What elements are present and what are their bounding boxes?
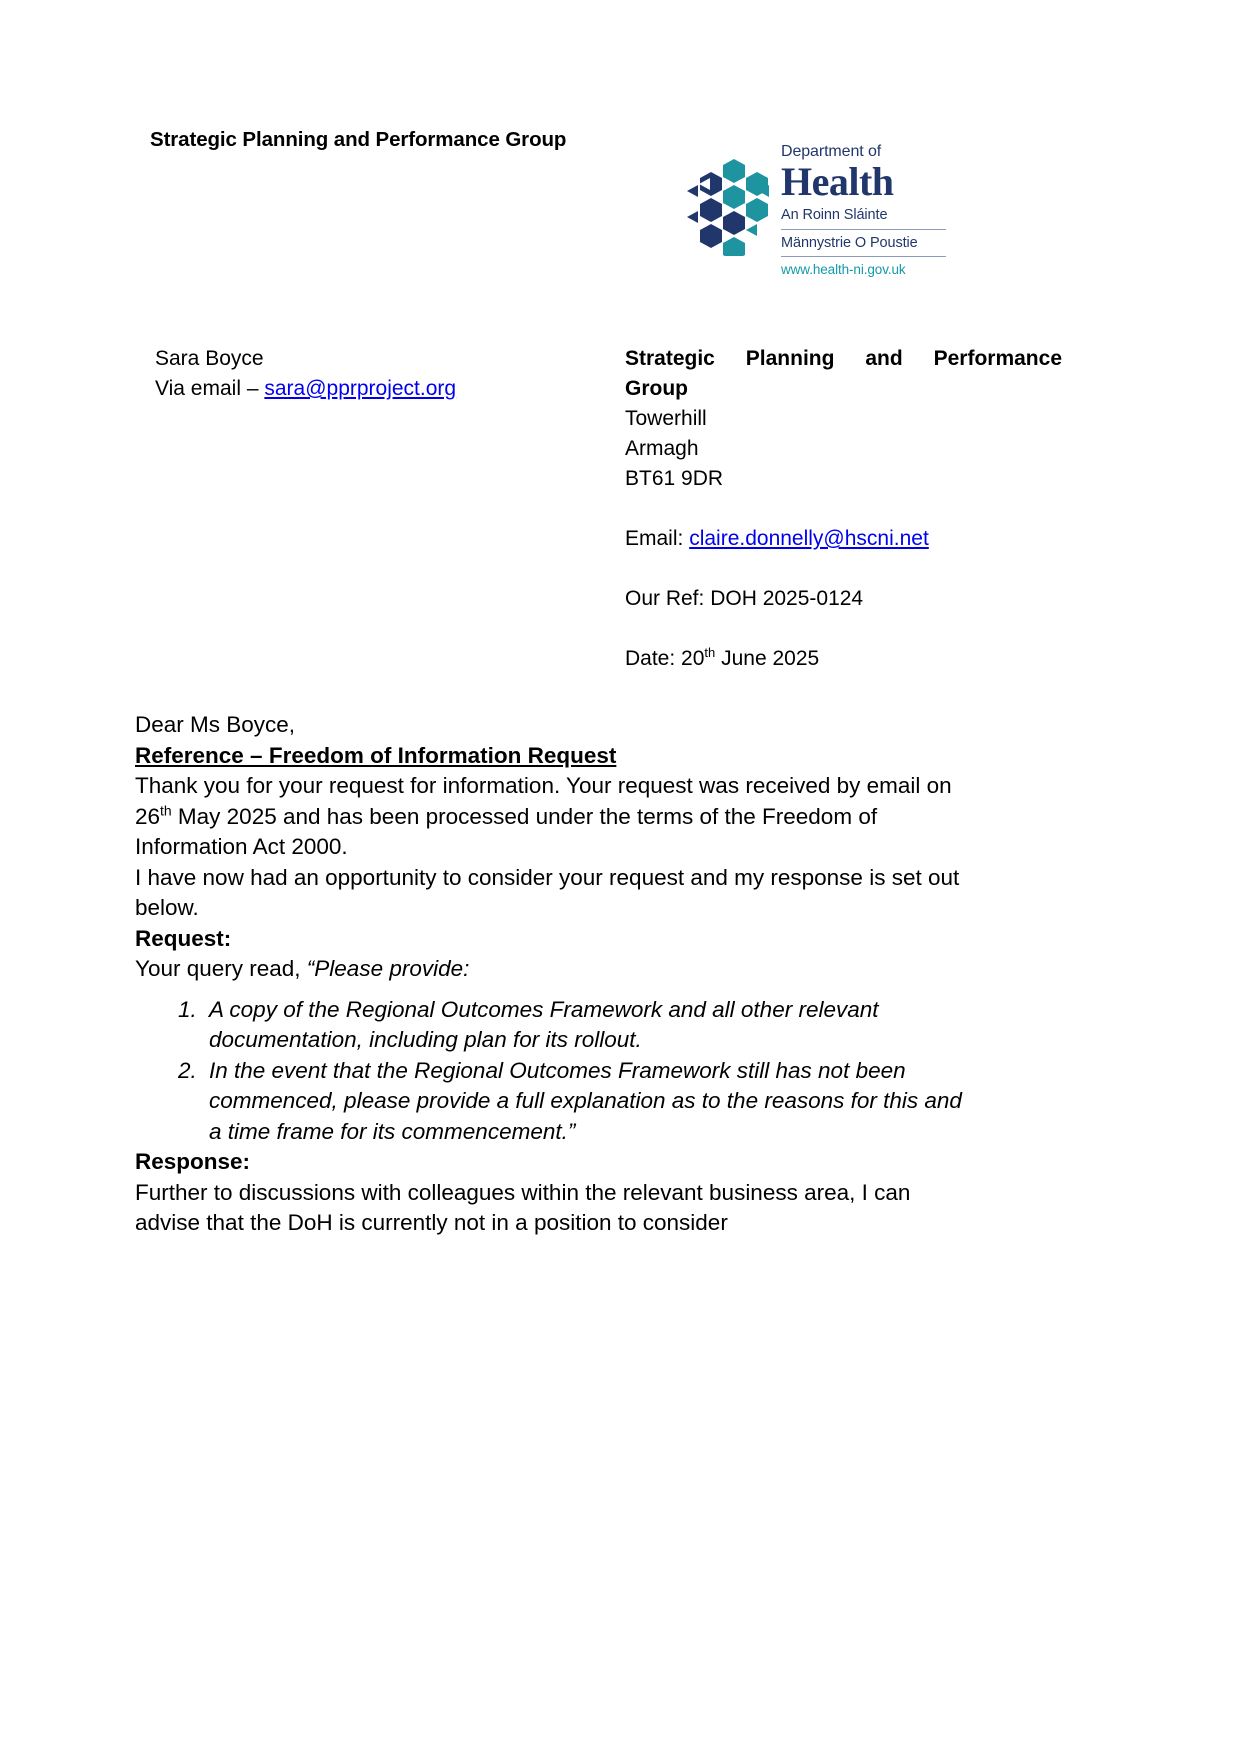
logo-ulster-scots-line: Männystrie O Poustie — [781, 234, 918, 251]
list-item: 1. A copy of the Regional Outcomes Framework and all other relevant documentation, including plan for its rollout. — [203, 995, 975, 1056]
sender-address-block — [625, 344, 1062, 674]
spacer-2 — [625, 554, 1062, 584]
department-of-health-logo — [686, 144, 946, 312]
spacer-3 — [625, 614, 1062, 644]
recipient-contact-line — [155, 374, 456, 404]
logo-divider-top — [781, 229, 946, 230]
request-items-list — [135, 995, 975, 1148]
date-ordinal: th — [704, 645, 716, 660]
logo-website-url: www.health-ni.gov.uk — [781, 262, 906, 277]
response-paragraph: Further to discussions with colleagues within the relevant business area, I can advise that the DoH is currently not in a position to consider — [135, 1179, 911, 1235]
logo-health-wordmark: Health — [781, 159, 894, 204]
letter-body — [135, 710, 975, 1239]
date-prefix: Date: 20 — [625, 647, 705, 670]
sender-organisation-line-2: Group — [625, 377, 688, 400]
letter-date — [625, 644, 1062, 674]
logo-wordmark — [781, 144, 946, 277]
sender-organisation — [625, 344, 1062, 404]
our-ref: Our Ref: DOH 2025-0124 — [625, 587, 864, 610]
request-label: Request: — [135, 925, 232, 951]
logo-irish-line: An Roinn Sláinte — [781, 207, 888, 223]
logo-department-line: Department of — [781, 143, 882, 160]
recipient-address-block — [155, 344, 456, 404]
sender-organisation-line-1: Strategic Planning and Performance — [625, 347, 1062, 370]
query-intro-line — [135, 954, 975, 985]
logo-divider-bottom — [781, 256, 946, 257]
spacer-1 — [625, 494, 1062, 524]
letterhead — [0, 128, 1240, 308]
recipient-name: Sara Boyce — [155, 347, 264, 370]
salutation: Dear Ms Boyce, — [135, 712, 296, 737]
recipient-via-label: Via email – — [155, 377, 265, 400]
sender-address-line-1: Towerhill — [625, 407, 707, 430]
sender-email-label: Email: — [625, 527, 690, 550]
sender-email-line — [625, 524, 1062, 554]
paragraph-consideration: I have now had an opportunity to consider your request and my response is set out below. — [135, 864, 960, 920]
response-label: Response: — [135, 1149, 251, 1174]
sender-address-line-2: Armagh — [625, 437, 699, 460]
paragraph-acknowledgement — [135, 771, 975, 863]
paragraph-acknowledgement-part-2: May 2025 and has been processed under the terms of the Freedom of Information Act 2000. — [135, 803, 878, 859]
list-item: 2. In the event that the Regional Outcomes Framework still has not been commenced, please provide a full explanation as to the reasons for this and a time frame for its commencement.” — [203, 1056, 975, 1148]
reference-heading: Reference – Freedom of Information Request — [135, 742, 617, 768]
hexagon-cluster-icon — [686, 152, 770, 256]
sender-email-link[interactable]: claire.donnelly@hscni.net — [689, 527, 929, 550]
query-intro-text: Your query read, — [135, 956, 307, 981]
paragraph-acknowledgement-part-1: Thank you for your request for information. Your request was received by email on 26 — [135, 773, 952, 829]
sender-postcode: BT61 9DR — [625, 467, 724, 490]
paragraph-acknowledgement-ordinal: th — [160, 802, 172, 818]
page-title: Strategic Planning and Performance Group — [150, 128, 567, 151]
date-suffix: June 2025 — [715, 647, 820, 670]
recipient-email-link[interactable]: sara@pprproject.org — [264, 377, 457, 400]
query-quote-text: “Please provide: — [306, 956, 470, 981]
